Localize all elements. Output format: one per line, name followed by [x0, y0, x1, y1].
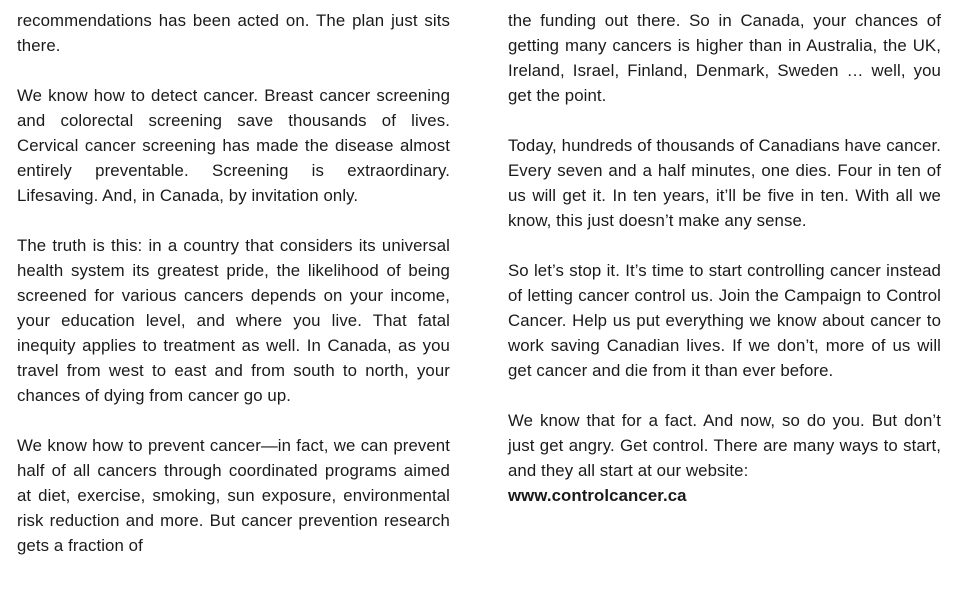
paragraph-funding: the funding out there. So in Canada, your chances of getting many cancers is higher than in Australia, the UK, Ireland, Israel, Finland, Denmark, Sweden … well, you get the point.	[508, 11, 941, 105]
paragraph-plan-sits: recommendations has been acted on. The plan just sits there.	[17, 11, 450, 55]
get-control-text: We know that for a fact. And now, so do you. But don’t just get angry. Get control. There are many ways to start, and they all start at our website:	[508, 411, 941, 480]
paragraph-truth-inequity: The truth is this: in a country that considers its universal health system its greatest pride, the likelihood of being screened for various cancers depends on your income, your education level, and where you live. That fatal inequity applies to treatment as well. In Canada, as you travel from west to east and from south to north, your chances of dying from cancer go up.	[17, 236, 450, 405]
website-link[interactable]: www.controlcancer.ca	[508, 486, 687, 505]
paragraph-today-statistics: Today, hundreds of thousands of Canadians have cancer. Every seven and a half minutes, one dies. Four in ten of us will get it. In ten years, it’ll be five in ten. With all we know, this just doesn’t make any sense.	[508, 136, 941, 230]
paragraph-call-to-action: So let’s stop it. It’s time to start controlling cancer instead of letting cancer control us. Join the Campaign to Control Cancer. Help us put everything we know about cancer to work saving Canadian lives. If we don’t, more of us will get cancer and die from it than ever before.	[508, 261, 941, 380]
right-column	[508, 8, 941, 508]
left-column	[17, 8, 450, 583]
paragraph-prevent-cancer: We know how to prevent cancer—in fact, we can prevent half of all cancers through coordinated programs aimed at diet, exercise, smoking, sun exposure, environmental risk reduction and more. But cancer prevention research gets a fraction of	[17, 436, 450, 555]
paragraph-detect-cancer: We know how to detect cancer. Breast cancer screening and colorectal screening save thousands of lives. Cervical cancer screening has made the disease almost entirely preventable. Screening is extraordinary. Lifesaving. And, in Canada, by invitation only.	[17, 86, 450, 205]
paragraph-get-control	[508, 408, 941, 508]
